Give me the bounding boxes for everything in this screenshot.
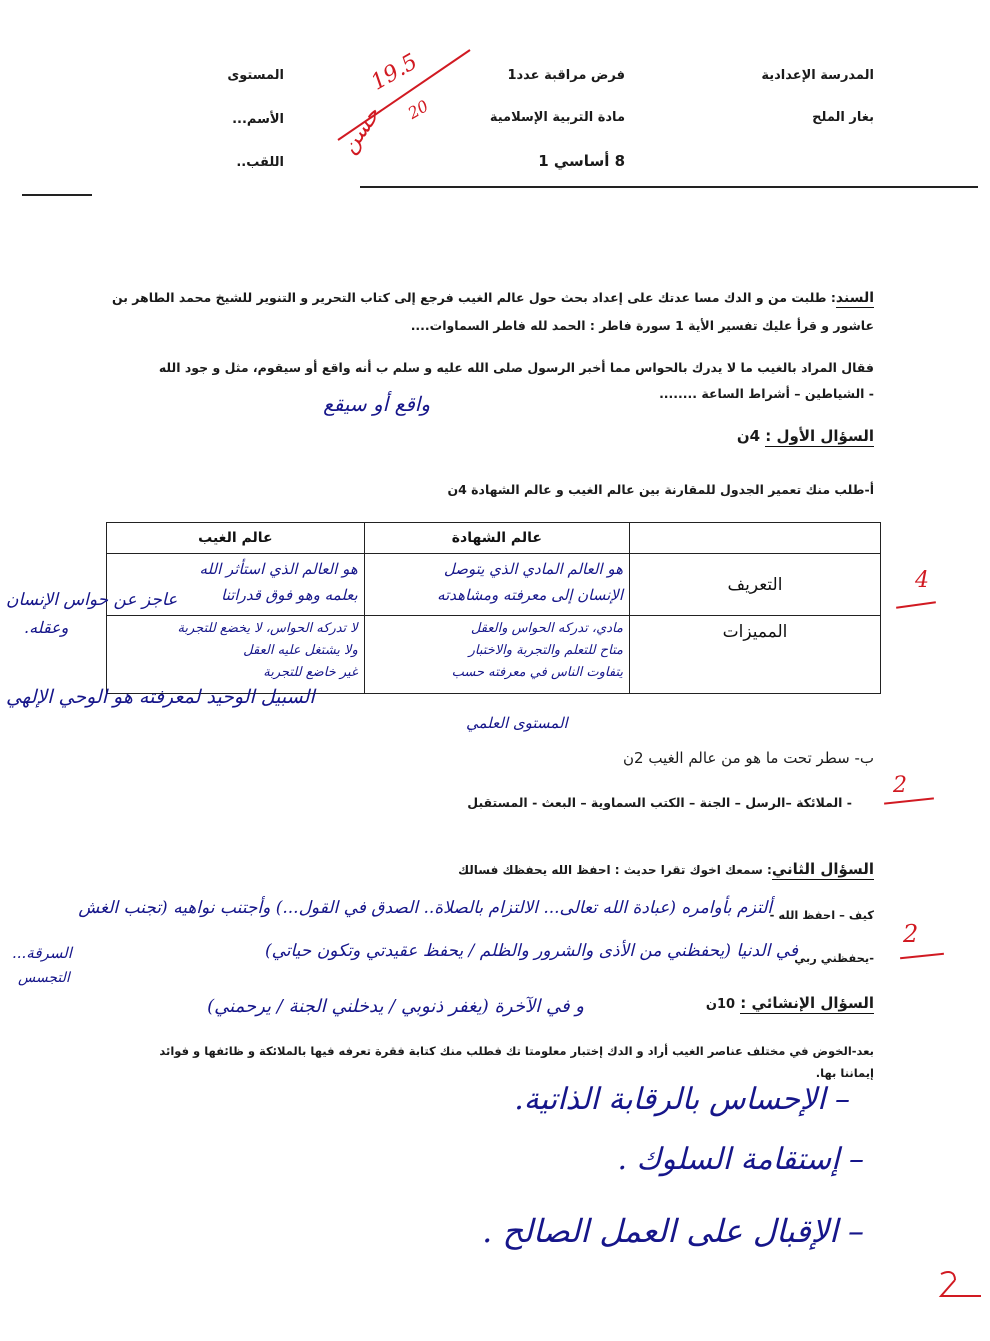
q2-title-line <box>458 860 874 878</box>
q1-a-grade: 4 <box>915 568 929 593</box>
sanad-line-1 <box>112 290 874 306</box>
q1-title-text: السؤال الأول : <box>765 427 874 445</box>
q1-margin-note-3: السبيل الوحيد لمعرفته هو الوحي الإلهي <box>6 686 315 708</box>
q1-title <box>737 427 874 445</box>
exam-title: فرض مراقبة عدد1 <box>507 68 625 83</box>
q3-answer-2: – إستقامة السلوك . <box>617 1142 864 1177</box>
header-divider-left <box>22 194 92 196</box>
table-header-shahada: عالم الشهادة <box>364 523 629 554</box>
q2-grade-underline <box>900 953 944 960</box>
cell-def-shahada[interactable] <box>364 554 629 616</box>
sanad-line-2: عاشور و قرأ عليك تفسير الأية 1 سورة فاطر : الحمد لله فاطر السماوات.... <box>410 318 874 333</box>
comparison-table <box>106 522 881 694</box>
cell-feat-ghayb[interactable] <box>107 616 365 694</box>
q2-margin-note-1: السرقة... <box>12 944 72 962</box>
q1-b-items: - الملائكة –الرسل – الجنة – الكتب السماوية – البعث - المستقبل <box>467 795 852 810</box>
cell-feat-shahada-line-1: مادي، تدركه الحواس والعقل <box>470 621 623 636</box>
q2-title: السؤال الثاني <box>771 860 874 878</box>
q1-points: 4ن <box>736 427 761 445</box>
q1-margin-note-4: المستوى العلمي <box>466 714 568 732</box>
name-label: الأسم... <box>232 112 284 127</box>
q1-a-grade-underline <box>896 601 936 609</box>
cell-feat-shahada-line-2: متاح للتعلم والتجربة والاختبار <box>468 643 623 658</box>
q2-ask-2: -يحفظني ربي <box>794 951 874 965</box>
q1-a-instruction: أ-طلب منك تعمير الجدول للمقارنة بين عالم الغيب و عالم الشهادة 4ن <box>447 482 874 497</box>
cell-def-ghayb-line-2: بعلمه وهو فوق قدراتنا <box>221 586 358 604</box>
q3-title: السؤال الإنشائي : <box>740 994 874 1012</box>
grade-level: 8 أساسي 1 <box>538 152 625 170</box>
cell-feat-shahada-line-3: يتفاوت الناس في معرفته حسب <box>451 665 623 680</box>
school-location: بغار الملح <box>812 110 874 125</box>
score-value: 19.5 <box>367 49 422 96</box>
q2-answer-1: ألتزم بأوامره (عبادة الله تعالى... الالتزام بالصلاة.. الصدق في القول...) وأجتنب نواهيه (تجنب الغش <box>78 898 772 918</box>
cell-def-shahada-line-2: الإنسان إلى معرفته ومشاهدته <box>437 586 623 604</box>
row-label-features: المميزات <box>630 616 881 694</box>
row-label-definition: التعريف <box>630 554 881 616</box>
q2-ask-1: كيف – احفظ الله - <box>769 908 874 922</box>
q2-margin-note-2: التجسس <box>18 970 70 986</box>
q1-margin-note-1: عاجز عن حواس الإنسان <box>6 590 178 610</box>
subject-name: مادة التربية الإسلامية <box>489 110 625 125</box>
score-outof: 20 <box>404 96 432 123</box>
table-corner-cell <box>630 523 881 554</box>
sanad-line-3: فقال المراد بالغيب ما لا يدرك بالحواس مما أخبر الرسول صلى الله عليه و سلم ب أنه واقع أو سيقوم، مثل و جود الله <box>158 360 874 375</box>
q3-points: 10ن <box>705 997 736 1012</box>
sanad-text-1: : طلبت من و الدك مسا عدتك على إعداد بحث حول عالم الغيب فرجع إلى كتاب التحرير و التنوير للشيخ محمد الطاهر بن <box>111 290 836 305</box>
q2-answer-3: و في الآخرة (يغفر ذنوبي / يدخلني الجنة / يرحمني) <box>207 996 584 1017</box>
q3-answer-3: – الإقبال على العمل الصالح . <box>482 1212 864 1250</box>
cell-def-shahada-line-1: هو العالم المادي الذي يتوصل <box>443 560 623 578</box>
sanad-handwritten-insert: واقع أو سيقع <box>323 392 430 416</box>
table-header-ghayb: عالم الغيب <box>107 523 365 554</box>
sanad-line-4: - الشياطين – أشراط الساعة ........ <box>659 386 874 401</box>
surname-label: اللقب.. <box>236 155 284 170</box>
header-divider <box>360 186 978 188</box>
q1-margin-note-2: وعقله. <box>24 618 69 637</box>
q3-answer-1: – الإحساس بالرقابة الذاتية. <box>514 1082 850 1117</box>
level-label: المستوى <box>227 68 284 83</box>
sanad-label: السند <box>835 290 874 306</box>
q1-b-instruction: ب- سطر تحت ما هو من عالم الغيب 2ن <box>623 749 874 767</box>
cell-feat-shahada[interactable] <box>364 616 629 694</box>
school-name: المدرسة الإعدادية <box>761 68 874 83</box>
q3-title-line <box>706 994 874 1012</box>
q2-answer-2: في الدنيا (يحفظني من الأذى والشرور والظلم / يحفظ عقيدتي وتكون حياتي) <box>264 941 798 961</box>
q2-prompt: : سمعك اخوك تقرا حديث : احفظ الله يحفظك فسالك <box>458 863 772 877</box>
continue-arrow-icon <box>935 1268 985 1308</box>
cell-feat-ghayb-line-2: ولا يشتغل عليه العقل <box>243 643 358 658</box>
q1-b-grade: 2 <box>893 773 907 798</box>
score-remark: حسن <box>336 102 386 159</box>
cell-feat-ghayb-line-3: غير خاضع للتجربة <box>263 665 358 680</box>
cell-feat-ghayb-line-1: لا تدركه الحواس، لا يخضع للتجربة <box>177 621 358 636</box>
cell-def-ghayb-line-1: هو العالم الذي استأثر الله <box>199 560 358 578</box>
q1-b-grade-underline <box>884 797 934 804</box>
q3-prompt-2: إيماننا بها. <box>815 1066 874 1080</box>
q3-prompt-1: بعد-الخوض في مختلف عناصر الغيب أراد و الدك إختبار معلومتا تك فطلب منك كتابة فقرة تعرفه فيها بالملائكة و ظائفها و فوائد <box>159 1044 874 1058</box>
q2-grade: 2 <box>903 920 919 948</box>
